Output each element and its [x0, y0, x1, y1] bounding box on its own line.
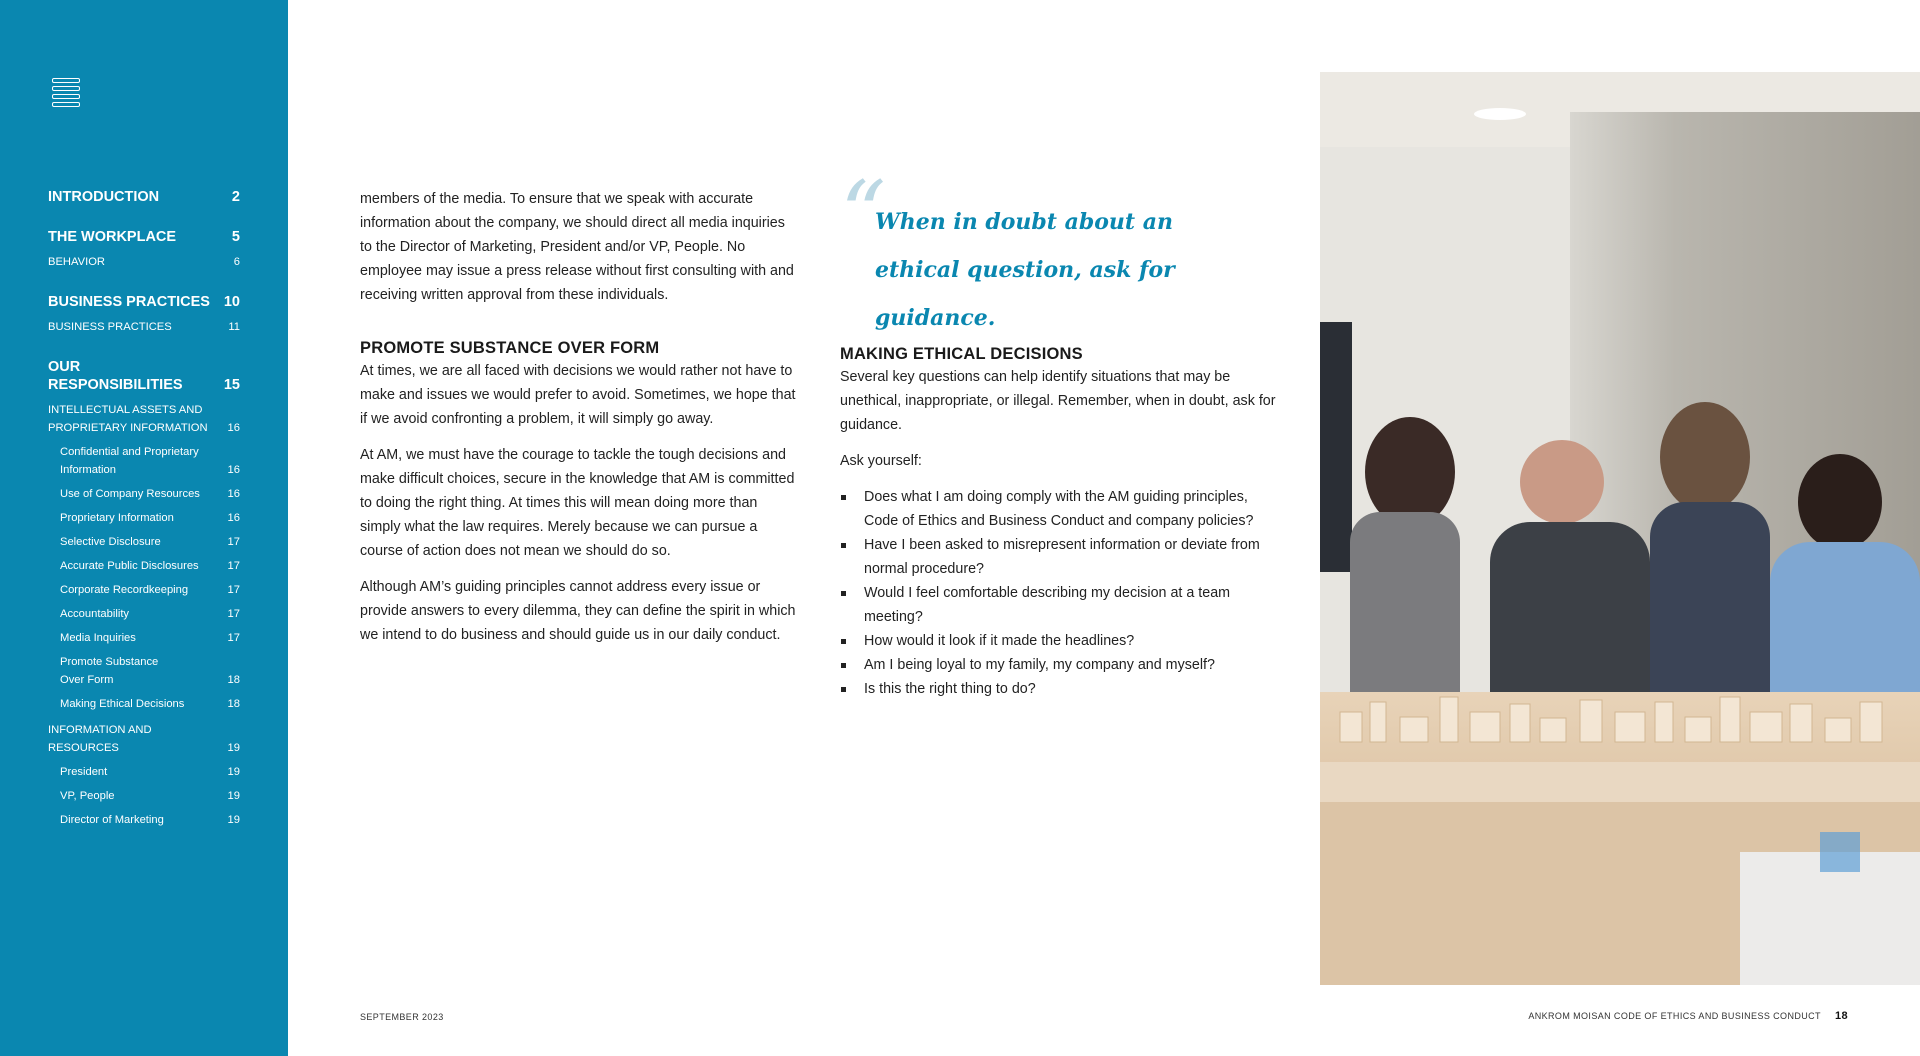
- toc-label: INTRODUCTION: [48, 189, 160, 205]
- toc-item-intellectual-assets[interactable]: [48, 401, 240, 437]
- toc-item-our-responsibilities[interactable]: [48, 358, 240, 394]
- toc-label: Accountability: [60, 608, 130, 620]
- toc-item-vp-people[interactable]: [48, 787, 240, 805]
- toc-page-number: 17: [227, 632, 240, 644]
- toc-label: BUSINESS PRACTICES: [48, 294, 210, 310]
- toc-page-number: 17: [227, 584, 240, 596]
- list-item: Is this the right thing to do?: [840, 677, 1280, 701]
- toc-page-number: 19: [227, 742, 240, 754]
- toc-item-introduction[interactable]: [48, 188, 240, 206]
- toc-page-number: 19: [227, 790, 240, 802]
- toc-page-number: 17: [227, 560, 240, 572]
- toc-label: President: [60, 766, 108, 778]
- question-list: [840, 485, 1280, 701]
- toc-item-use-of-company-resources[interactable]: [48, 485, 240, 503]
- toc-label: Media Inquiries: [60, 632, 136, 644]
- toc-page-number: 6: [233, 256, 240, 268]
- toc-label: INTELLECTUAL ASSETS AND PROPRIETARY INFORMATION: [48, 404, 208, 434]
- toc-item-director-of-marketing[interactable]: [48, 811, 240, 829]
- toc-page-number: 18: [227, 698, 240, 710]
- toc-item-business-practices[interactable]: [48, 293, 240, 311]
- toc-page-number: 19: [227, 814, 240, 826]
- table-of-contents: [48, 188, 240, 829]
- body-paragraph: Although AM’s guiding principles cannot address every issue or provide answers to every dilemma, they can define the spirit in which we intend to do business and should guide us in our daily conduct.: [360, 579, 796, 643]
- toc-item-business-practices-sub[interactable]: [48, 318, 240, 336]
- team-photo: [1320, 72, 1920, 985]
- toc-page-number: 18: [227, 674, 240, 686]
- toc-label: Promote Substance Over Form: [60, 656, 159, 686]
- section-heading-ethical-decisions: MAKING ETHICAL DECISIONS: [840, 345, 1083, 363]
- toc-page-number: 16: [227, 422, 240, 434]
- toc-page-number: 10: [223, 294, 240, 310]
- toc-page-number: 5: [231, 229, 240, 245]
- toc-label: INFORMATION AND RESOURCES: [48, 724, 152, 754]
- toc-label: Selective Disclosure: [60, 536, 161, 548]
- toc-page-number: 17: [227, 608, 240, 620]
- toc-page-number: 17: [227, 536, 240, 548]
- toc-item-behavior[interactable]: [48, 253, 240, 271]
- toc-page-number: 2: [231, 189, 240, 205]
- text-column-right: [840, 343, 1280, 701]
- toc-label: Proprietary Information: [60, 512, 174, 524]
- list-item: Have I been asked to misrepresent information or deviate from normal procedure?: [840, 533, 1280, 581]
- toc-label: Making Ethical Decisions: [60, 698, 185, 710]
- toc-label: VP, People: [60, 790, 115, 802]
- footer-document-title: ANKROM MOISAN CODE OF ETHICS AND BUSINESS CONDUCT: [1528, 1011, 1821, 1021]
- pull-quote: When in doubt about an ethical question, ask for guidance.: [875, 209, 1175, 331]
- quote-mark-icon: “: [840, 162, 887, 267]
- toc-label: Accurate Public Disclosures: [60, 560, 199, 572]
- sidebar: [0, 0, 288, 1056]
- toc-page-number: 16: [227, 488, 240, 500]
- toc-item-media-inquiries[interactable]: [48, 629, 240, 647]
- toc-label: BUSINESS PRACTICES: [48, 321, 172, 333]
- toc-page-number: 15: [223, 377, 240, 393]
- list-item: Would I feel comfortable describing my decision at a team meeting?: [840, 581, 1280, 629]
- hamburger-menu-icon[interactable]: [52, 78, 80, 104]
- list-item: Does what I am doing comply with the AM guiding principles, Code of Ethics and Business Conduct and company policies?: [840, 485, 1280, 533]
- toc-label: BEHAVIOR: [48, 256, 105, 268]
- page-number: 18: [1834, 1010, 1848, 1022]
- toc-item-selective-disclosure[interactable]: [48, 533, 240, 551]
- body-paragraph: Several key questions can help identify situations that may be unethical, inappropriate, or illegal. Remember, when in doubt, ask for guidance.: [840, 369, 1276, 433]
- toc-item-confidential-information[interactable]: [48, 443, 240, 479]
- list-item: Am I being loyal to my family, my company and myself?: [840, 653, 1280, 677]
- toc-label: Corporate Recordkeeping: [60, 584, 189, 596]
- body-paragraph: At AM, we must have the courage to tackle the tough decisions and make difficult choices, secure in the knowledge that AM is committed to doing the right thing. At times this will mean doing more than simply what the law requires. Merely because we can pursue a course of action does not mean we should do so.: [360, 447, 795, 559]
- toc-item-accurate-public-disclosures[interactable]: [48, 557, 240, 575]
- toc-page-number: 16: [227, 512, 240, 524]
- footer-right: [1528, 1010, 1848, 1022]
- toc-item-proprietary-information[interactable]: [48, 509, 240, 527]
- toc-item-information-and-resources[interactable]: [48, 721, 240, 757]
- toc-item-corporate-recordkeeping[interactable]: [48, 581, 240, 599]
- toc-label: OUR RESPONSIBILITIES: [48, 359, 183, 393]
- toc-item-president[interactable]: [48, 763, 240, 781]
- body-paragraph: members of the media. To ensure that we speak with accurate information about the company, we should direct all media inquiries to the Director of Marketing, President and/or VP, People. No employee may issue a press release without first consulting with and receiving written approval from these individuals.: [360, 191, 794, 303]
- toc-label: Director of Marketing: [60, 814, 164, 826]
- toc-item-the-workplace[interactable]: [48, 228, 240, 246]
- body-paragraph: At times, we are all faced with decisions we would rather not have to make and issues we would prefer to avoid. Sometimes, we hope that if we avoid confronting a problem, it will simply go away.: [360, 363, 796, 427]
- footer-date: SEPTEMBER 2023: [360, 1012, 444, 1022]
- toc-page-number: 11: [228, 321, 240, 333]
- list-item: How would it look if it made the headlines?: [840, 629, 1280, 653]
- toc-item-accountability[interactable]: [48, 605, 240, 623]
- toc-label: Confidential and Proprietary Information: [60, 446, 199, 476]
- toc-page-number: 19: [227, 766, 240, 778]
- ask-yourself-label: Ask yourself:: [840, 453, 922, 469]
- toc-label: THE WORKPLACE: [48, 229, 177, 245]
- text-column-left: [360, 187, 800, 647]
- toc-page-number: 16: [227, 464, 240, 476]
- toc-label: Use of Company Resources: [60, 488, 200, 500]
- toc-item-promote-substance[interactable]: [48, 653, 240, 689]
- section-heading-promote-substance: PROMOTE SUBSTANCE OVER FORM: [360, 339, 660, 357]
- toc-item-making-ethical-decisions[interactable]: [48, 695, 240, 713]
